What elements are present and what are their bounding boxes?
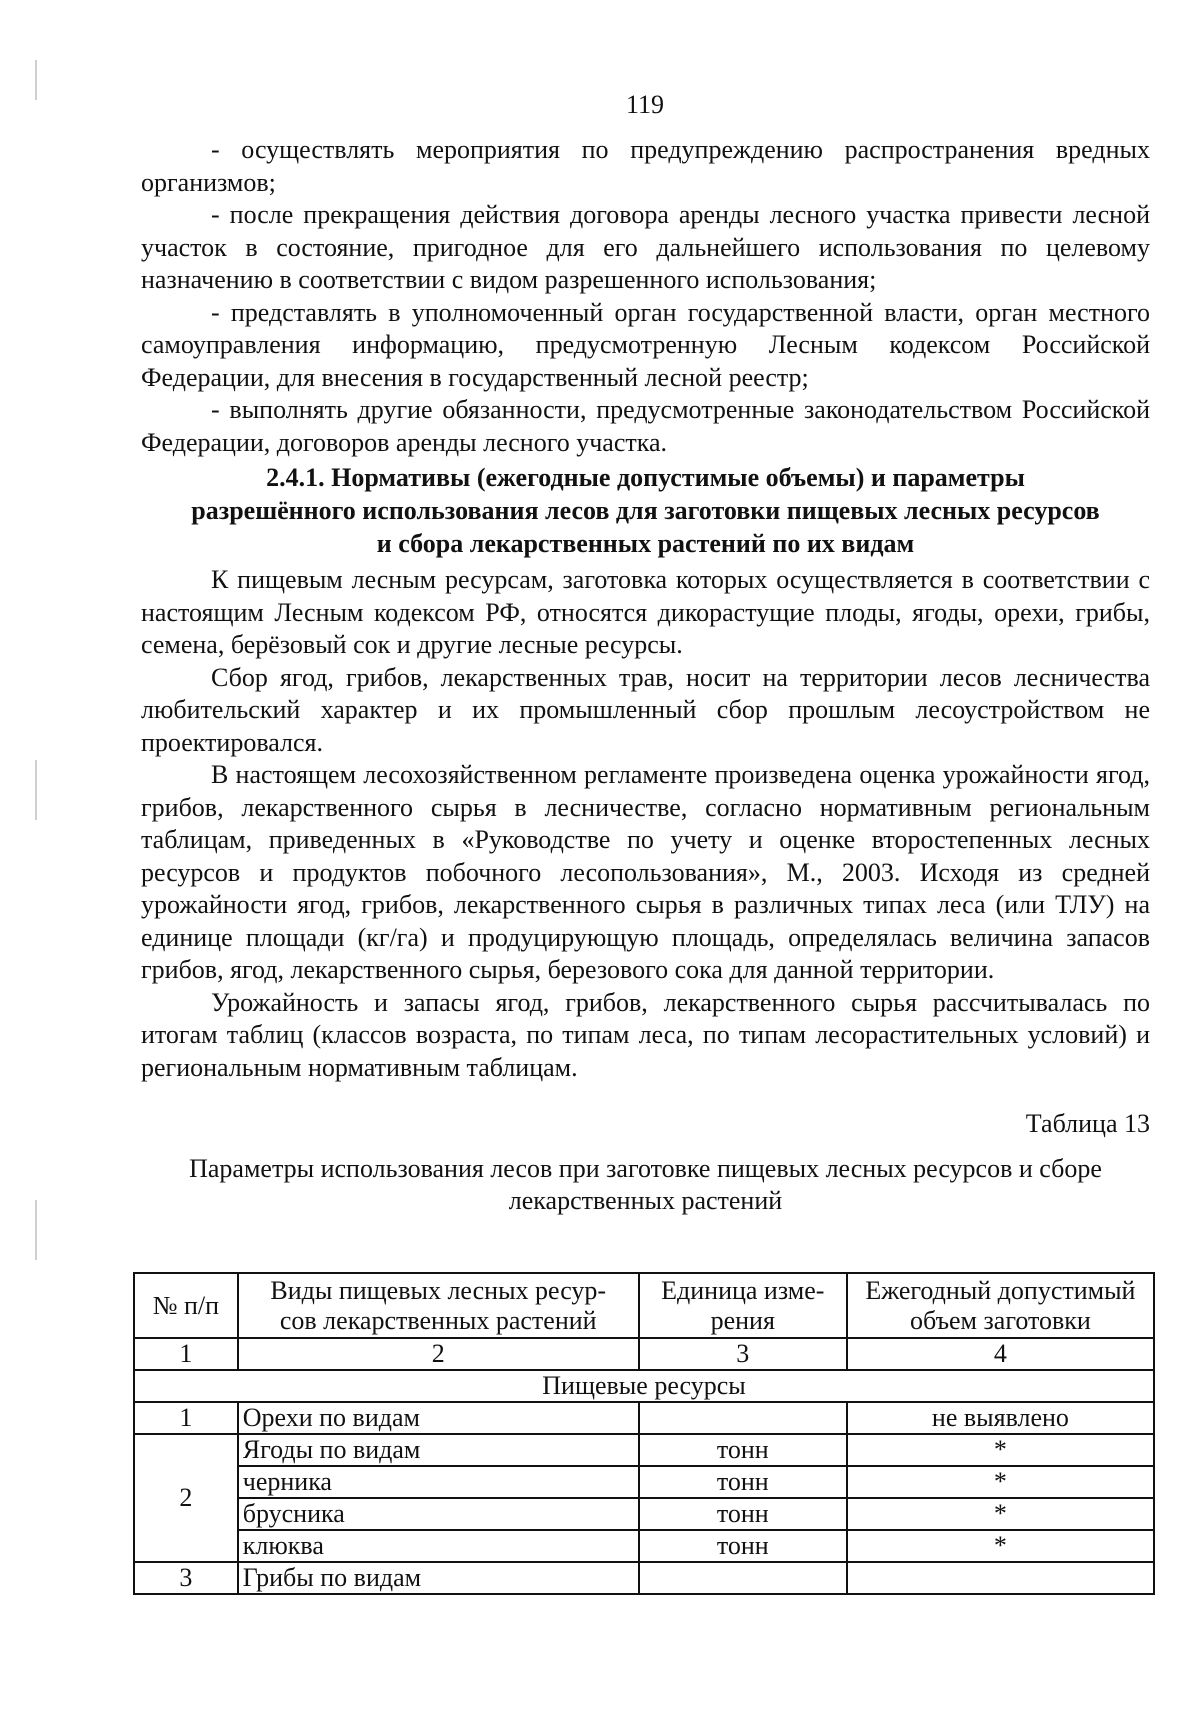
header-text: Ежегодный допустимый (865, 1275, 1136, 1305)
volume-cell: * (847, 1434, 1154, 1466)
resource-name: Грибы по видам (238, 1562, 639, 1594)
body-paragraph: В настоящем лесохозяйственном регламенте произведена оценка урожайности ягод, грибов, лекарственного сырья в лесничестве, согласно нормативным региональным таблицам, приведенных в «Руководстве по учету и оценке второстепенных лесных ресурсов и продуктов побочного лесопользования», М., 2003. Исходя из средней урожайности ягод, грибов, лекарственного сырья в различных типах леса (или ТЛУ) на единице площади (кг/га) и продуцирующую площадь, определялась величина запасов грибов, ягод, лекарственного сырья, березового сока для данной территории. (141, 760, 1150, 984)
volume-cell: не выявлено (847, 1402, 1154, 1434)
scan-artifact-left (35, 760, 37, 820)
scan-artifact-left (35, 1200, 37, 1260)
bullet-item: - выполнять другие обязанности, предусмотренные законодательством Российской Федерации, договоров аренды лесного участка. (141, 395, 1150, 457)
table-numbering-row (134, 1338, 1154, 1370)
section-heading (141, 461, 1150, 560)
table-section-row (134, 1370, 1154, 1402)
header-cell-number: № п/п (134, 1273, 238, 1338)
header-text: Единица изме- (661, 1275, 825, 1305)
volume-cell: * (847, 1498, 1154, 1530)
table-row (134, 1402, 1154, 1434)
resource-name: Орехи по видам (238, 1402, 639, 1434)
resource-name: брусника (238, 1498, 639, 1530)
column-number: 3 (639, 1338, 847, 1370)
section-heading-line: 2.4.1. Нормативы (ежегодные допустимые объемы) и параметры (266, 463, 1025, 492)
resource-name: Ягоды по видам (238, 1434, 639, 1466)
table-title-line: Параметры использования лесов при заготовке пищевых лесных ресурсов и сборе (189, 1153, 1102, 1183)
table-row (134, 1530, 1154, 1562)
column-number: 2 (238, 1338, 639, 1370)
page-number: 119 (625, 90, 665, 119)
bullet-item: - после прекращения действия договора аренды лесного участка привести лесной участок в состояние, пригодное для его дальнейшего использования по целевому назначению в соответствии с видом разрешенного использования; (141, 200, 1150, 294)
column-number: 1 (134, 1338, 238, 1370)
bullet-item: - представлять в уполномоченный орган государственной власти, орган местного самоуправления информацию, предусмотренную Лесным кодексом Российской Федерации, для внесения в государственный лесной реестр; (141, 297, 1150, 392)
page-body (141, 134, 1150, 1217)
unit-cell: тонн (639, 1466, 847, 1498)
resource-name: клюква (238, 1530, 639, 1562)
header-cell-resource-type (238, 1273, 639, 1338)
table-title (141, 1153, 1150, 1217)
table-label: Таблица 13 (1025, 1109, 1150, 1138)
unit-cell: тонн (639, 1498, 847, 1530)
resource-name: черника (238, 1466, 639, 1498)
header-text: рения (710, 1305, 775, 1335)
body-paragraph: Сбор ягод, грибов, лекарственных трав, носит на территории лесов лесничества любительский характер и их промышленный сбор прошлым лесоустройством не проектировался. (141, 662, 1150, 757)
row-number: 2 (134, 1434, 238, 1562)
volume-cell: * (847, 1466, 1154, 1498)
header-cell-volume (847, 1273, 1154, 1338)
body-paragraph: Урожайность и запасы ягод, грибов, лекарственного сырья рассчитывалась по итогам таблиц (классов возраста, по типам леса, по типам лесорастительных условий) и региональным нормативным таблицам. (141, 987, 1150, 1082)
bullet-item: - осуществлять мероприятия по предупреждению распространения вредных организмов; (141, 135, 1150, 197)
row-number: 1 (134, 1402, 238, 1434)
section-heading-line: разрешённого использования лесов для заготовки пищевых лесных ресурсов (191, 496, 1100, 525)
volume-cell: * (847, 1530, 1154, 1562)
table-row (134, 1562, 1154, 1594)
unit-cell: тонн (639, 1530, 847, 1562)
header-text: объем заготовки (909, 1305, 1091, 1335)
row-number: 3 (134, 1562, 238, 1594)
table-row (134, 1466, 1154, 1498)
table-row (134, 1434, 1154, 1466)
section-heading-line: и сбора лекарственных растений по их видам (376, 529, 915, 558)
section-label: Пищевые ресурсы (134, 1370, 1154, 1402)
table-header-row (134, 1273, 1154, 1338)
unit-cell (639, 1402, 847, 1434)
body-paragraph: К пищевым лесным ресурсам, заготовка которых осуществляется в соответствии с настоящим Лесным кодексом РФ, относятся дикорастущие плоды, ягоды, орехи, грибы, семена, берёзовый сок и другие лесные ресурсы. (141, 565, 1150, 659)
column-number: 4 (847, 1338, 1154, 1370)
header-text: сов лекарственных растений (279, 1305, 597, 1335)
header-cell-unit (639, 1273, 847, 1338)
volume-cell (847, 1562, 1154, 1594)
unit-cell: тонн (639, 1434, 847, 1466)
header-text: Виды пищевых лесных ресур- (270, 1275, 607, 1305)
parameters-table (133, 1272, 1155, 1595)
unit-cell (639, 1562, 847, 1594)
table-row (134, 1498, 1154, 1530)
table-title-line: лекарственных растений (508, 1185, 783, 1215)
